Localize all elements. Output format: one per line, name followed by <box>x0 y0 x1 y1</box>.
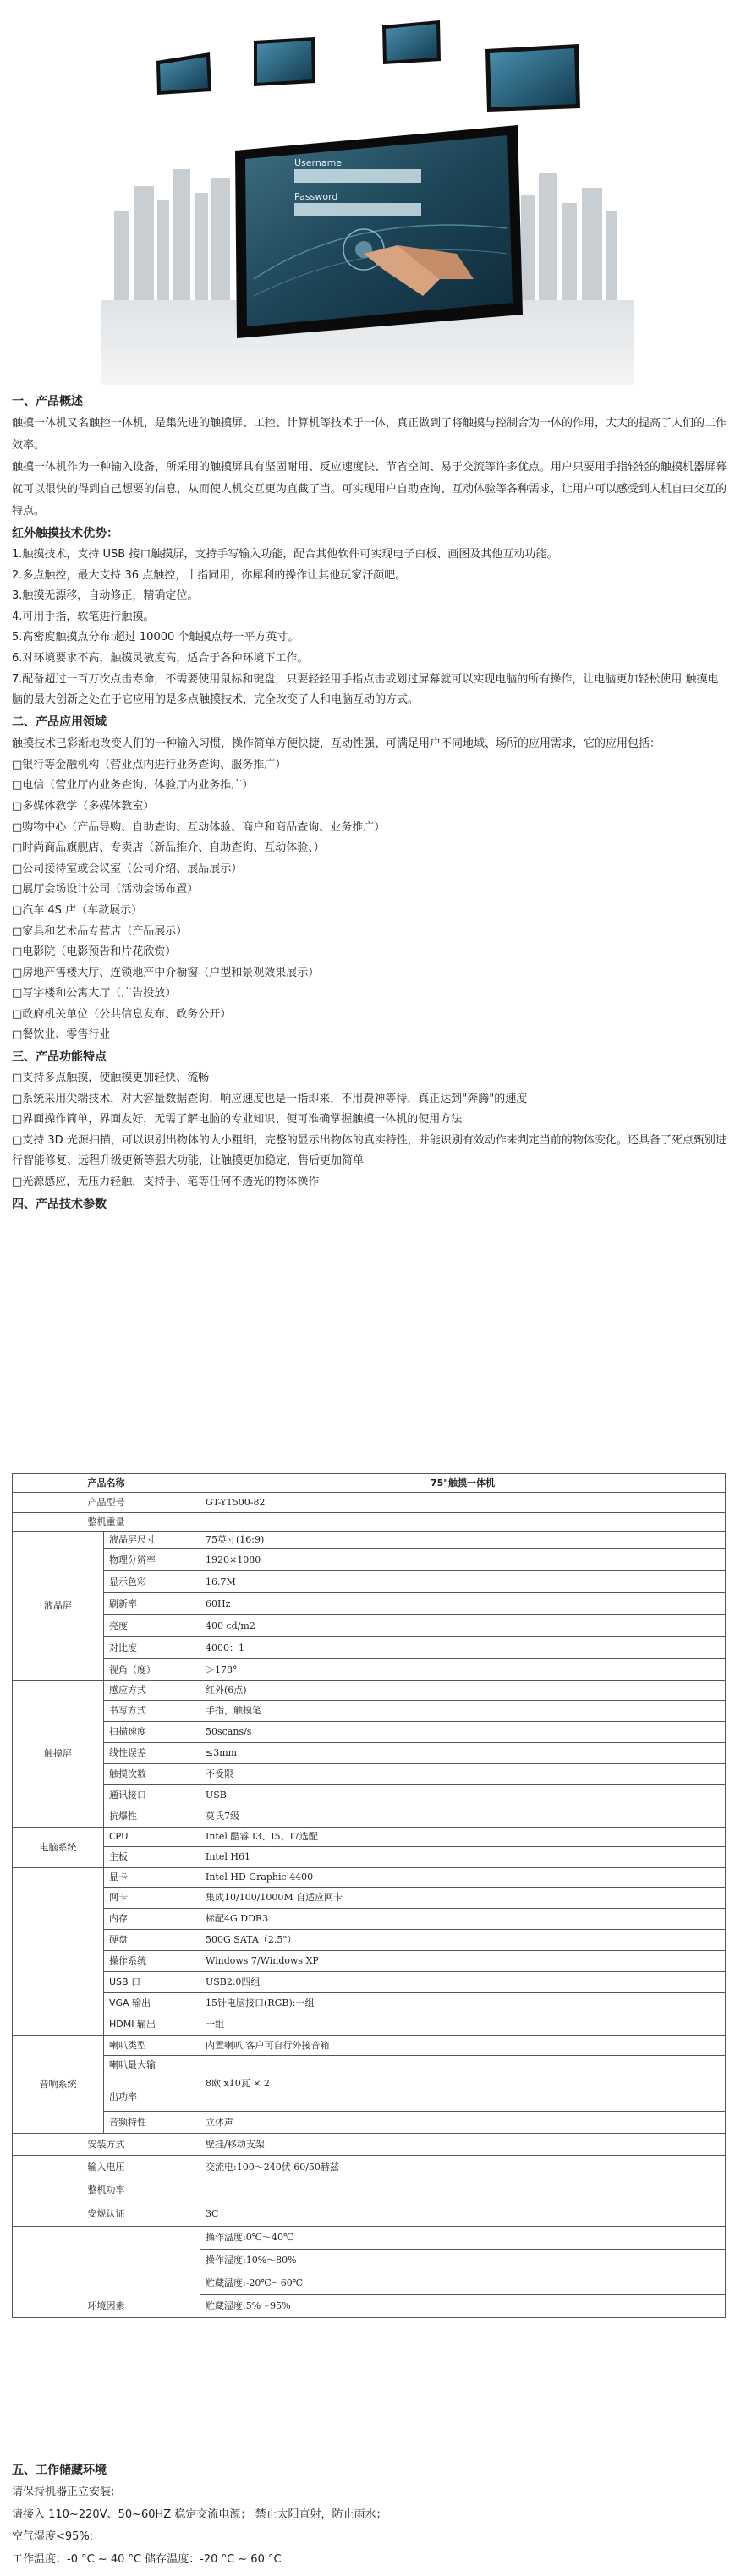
features-heading: 三、产品功能特点 <box>12 1050 107 1065</box>
floating-screen-3 <box>382 20 441 64</box>
spec-group-label: 电脑系统 <box>13 1828 104 1868</box>
table-row <box>13 2201 726 2227</box>
applications-list <box>12 755 727 1046</box>
table-row <box>13 2056 726 2112</box>
list-item: 3.触摸无漂移，自动修正，精确定位。 <box>12 589 199 603</box>
spec-header-name: 产品名称 <box>13 1474 200 1493</box>
spec-label: 通讯接口 <box>104 1785 200 1806</box>
floating-screen-2 <box>254 37 315 86</box>
spec-value: 壁挂/移动支架 <box>200 2134 726 2156</box>
table-row <box>13 1828 726 1847</box>
spec-label: 硬盘 <box>104 1930 200 1951</box>
spec-value: 60Hz <box>200 1593 726 1615</box>
table-row <box>13 1593 726 1615</box>
table-row <box>13 1972 726 1993</box>
spec-value: 400 cd/m2 <box>200 1615 726 1637</box>
list-item: □时尚商品旗舰店、专卖店（新品推介、自助查询、互动体验、） <box>12 841 325 855</box>
spec-label: 对比度 <box>104 1637 200 1659</box>
password-label: Password <box>294 191 338 202</box>
table-row <box>13 2014 726 2036</box>
spec-value <box>200 1513 726 1532</box>
storage-line: 空气湿度<95%; <box>12 2530 94 2543</box>
spec-value: 3C <box>200 2201 726 2227</box>
spec-label: 喇叭最大输 出功率 <box>104 2056 200 2112</box>
table-row <box>13 1681 726 1701</box>
list-item: □银行等金融机构（营业点内进行业务查询、服务推广） <box>12 758 287 771</box>
username-label: Username <box>294 157 343 168</box>
features-list <box>12 1068 727 1193</box>
spec-label: 网卡 <box>104 1888 200 1909</box>
spec-group-label: 音响系统 <box>13 2036 104 2134</box>
table-row <box>13 1722 726 1743</box>
table-row <box>13 2036 726 2056</box>
list-item: □房地产售楼大厅、连锁地产中介橱窗（户型和景观效果展示） <box>12 966 320 979</box>
spec-label: 主板 <box>104 1847 200 1868</box>
spec-label: 物理分辨率 <box>104 1549 200 1571</box>
spec-value: 贮藏湿度:5%～95% <box>200 2295 726 2318</box>
spec-value: 贮藏温度:-20℃～60℃ <box>200 2272 726 2295</box>
table-row <box>13 1493 726 1513</box>
touch-monitor <box>235 125 523 338</box>
table-row <box>13 2112 726 2134</box>
table-row <box>13 1637 726 1659</box>
spec-value: 莫氏7级 <box>200 1806 726 1828</box>
list-item: □多媒体教学（多媒体教室） <box>12 799 155 813</box>
spec-value: 立体声 <box>200 2112 726 2134</box>
spec-value: 75英寸(16:9) <box>200 1532 726 1549</box>
table-row <box>13 1659 726 1681</box>
spec-header-value: 75"触摸一体机 <box>200 1474 726 1493</box>
spec-value: 集成10/100/1000M 自适应网卡 <box>200 1888 726 1909</box>
list-item: □展厅会场设计公司（活动会场布置） <box>12 883 199 896</box>
overview-paragraph-1: 触摸一体机又名触控一体机，是集先进的触摸屏、工控、计算机等技术于一体，真正做到了将触摸与控制合为一体的作用，大大的提高了人们的工作效率。 <box>12 417 727 452</box>
table-row <box>13 1847 726 1868</box>
spec-label: 音频特性 <box>104 2112 200 2134</box>
spec-label: 线性误差 <box>104 1743 200 1764</box>
list-item: 6.对环境要求不高，触摸灵敏度高，适合于各种环境下工作。 <box>12 651 309 665</box>
list-item: □汽车 4S 店（车款展示） <box>12 903 143 917</box>
list-item: □支持多点触摸，使触摸更加轻快、流畅 <box>12 1072 210 1085</box>
table-row <box>13 2227 726 2250</box>
spec-label: 产品型号 <box>13 1493 200 1513</box>
table-row <box>13 1888 726 1909</box>
table-row <box>13 1930 726 1951</box>
spec-label: 扫描速度 <box>104 1722 200 1743</box>
spec-label: 内存 <box>104 1909 200 1930</box>
spec-value: GT-YT500-82 <box>200 1493 726 1513</box>
spec-label: VGA 输出 <box>104 1993 200 2014</box>
spec-value: 交流电:100～240伏 60/50赫兹 <box>200 2156 726 2179</box>
hero-banner <box>0 0 735 386</box>
spec-value: 15针电脑接口(RGB):一组 <box>200 1993 726 2014</box>
spec-table <box>12 1473 726 2318</box>
spec-value: Intel 酷睿 I3、I5、I7选配 <box>200 1828 726 1847</box>
table-row <box>13 2179 726 2201</box>
overview-paragraph-2: 触摸一体机作为一种输入设备，所采用的触摸屏具有坚固耐用、反应速度快、节省空间、易于交流等许多优点。用户只要用手指轻轻的触摸机器屏幕就可以很快的得到自己想要的信息，从而使人机交互更为直截了当。可实现用户自助查询、互动体验等各种需求，让用户可以感受到人机自由交互的特点。 <box>12 461 727 518</box>
table-row <box>13 1764 726 1785</box>
list-item: 2.多点触控，最大支持 36 点触控，十指同用，你犀利的操作让其他玩家汗颜吧。 <box>12 568 407 582</box>
spec-value: 不受限 <box>200 1764 726 1785</box>
spec-value: 一组 <box>200 2014 726 2036</box>
spec-value <box>200 2179 726 2201</box>
list-item: 7.配备超过一百万次点击寿命，不需要使用鼠标和键盘，只要轻轻用手指点击或划过屏幕就可以实现电脑的所有操作，让电脑更加轻松使用 触摸电脑的最大创新之处在于它应用的是多点触摸技术，完全改变了人和电脑互动的方式。 <box>12 672 719 707</box>
hero-illustration <box>0 0 735 386</box>
spec-label: 液晶屏尺寸 <box>104 1532 200 1549</box>
ir-features-list <box>12 545 727 711</box>
spec-value: 标配4G DDR3 <box>200 1909 726 1930</box>
table-row <box>13 1701 726 1722</box>
spec-label: 显卡 <box>104 1868 200 1888</box>
spec-label: 显示色彩 <box>104 1571 200 1593</box>
spec-label: 安装方式 <box>13 2134 200 2156</box>
table-row <box>13 1951 726 1972</box>
list-item: □支持 3D 光源扫描，可以识别出物体的大小粗细，完整的显示出物体的真实特性，并能识别有效动作来判定当前的物体变化。还具备了死点甄别进行智能修复、远程升级更新等强大功能，让触摸更加稳定，售后更加简单 <box>12 1133 727 1168</box>
table-row <box>13 1743 726 1764</box>
list-item: □餐饮业、零售行业 <box>12 1028 111 1042</box>
spec-label: 整机重量 <box>13 1513 200 1532</box>
floating-screen-4 <box>485 44 580 112</box>
spec-label: 书写方式 <box>104 1701 200 1722</box>
list-item: □政府机关单位（公共信息发布、政务公开） <box>12 1007 232 1021</box>
table-row <box>13 1785 726 1806</box>
spec-value: Windows 7/Windows XP <box>200 1951 726 1972</box>
spec-label: 安规认证 <box>13 2201 200 2227</box>
spec-group-label: 环境因素 <box>13 2227 200 2318</box>
applications-intro: 触摸技术已彩渐地改变人们的一种输入习惯，操作简单方便快捷，互动性强、可满足用户不同地域、场所的应用需求，它的应用包括： <box>12 737 661 750</box>
spec-value: 红外(6点) <box>200 1681 726 1701</box>
spec-group-label: 液晶屏 <box>13 1532 104 1681</box>
spec-value: 操作温度:0℃～40℃ <box>200 2227 726 2250</box>
spec-label: 触摸次数 <box>104 1764 200 1785</box>
article-body <box>12 391 727 1215</box>
spec-label: 亮度 <box>104 1615 200 1637</box>
storage-line: 工作温度：-0 °C ~ 40 °C 储存温度：-20 °C ~ 60 °C <box>12 2552 282 2566</box>
table-row <box>13 2134 726 2156</box>
table-row <box>13 2156 726 2179</box>
list-item: 5.高密度触摸点分布:超过 10000 个触摸点每一平方英寸。 <box>12 631 299 644</box>
list-item: □界面操作简单，界面友好，无需了解电脑的专业知识、便可准确掌握触摸一体机的使用方法 <box>12 1113 463 1126</box>
ir-features-heading: 红外触摸技术优势： <box>12 527 118 540</box>
list-item: □购物中心（产品导购、自助查询、互动体验、商户和商品查询、业务推广） <box>12 820 386 834</box>
spec-label: USB 口 <box>104 1972 200 1993</box>
table-row <box>13 1571 726 1593</box>
table-row <box>13 1909 726 1930</box>
table-row <box>13 1993 726 2014</box>
overview-heading: 一、产品概述 <box>12 395 83 408</box>
table-row <box>13 1549 726 1571</box>
spec-value: 4000：1 <box>200 1637 726 1659</box>
applications-heading: 二、产品应用领域 <box>12 715 107 729</box>
spec-label: HDMI 输出 <box>104 2014 200 2036</box>
table-row <box>13 1532 726 1549</box>
list-item: □光源感应，无压力轻触，支持手、笔等任何不透光的物体操作 <box>12 1176 320 1189</box>
spec-value: ≤3mm <box>200 1743 726 1764</box>
spec-value: USB2.0四组 <box>200 1972 726 1993</box>
list-item: □系统采用尖端技术，对大容量数据查询，响应速度也是一指即来，不用费神等待，真正达到"奔腾"的速度 <box>12 1092 528 1105</box>
list-item: 4.可用手指，软笔进行触摸。 <box>12 610 155 623</box>
spec-value: 手指，触摸笔 <box>200 1701 726 1722</box>
spec-value: 操作湿度:10%～80% <box>200 2250 726 2272</box>
list-item: □电信（营业厅内业务查询、体验厅内业务推广） <box>12 779 254 792</box>
list-item: □家具和艺术品专营店（产品展示） <box>12 924 188 938</box>
list-item: □公司接待室或会议室（公司介绍、展品展示） <box>12 862 243 875</box>
spec-label: 刷新率 <box>104 1593 200 1615</box>
spec-value: USB <box>200 1785 726 1806</box>
storage-line: 请接入 110~220V、50~60HZ 稳定交流电源； 禁止太阳直射，防止雨水； <box>12 2507 387 2521</box>
spec-label: 视角（度） <box>104 1659 200 1681</box>
table-row <box>13 1474 726 1493</box>
spec-label: 整机功率 <box>13 2179 200 2201</box>
spec-value: 500G SATA（2.5"） <box>200 1930 726 1951</box>
table-row <box>13 1615 726 1637</box>
spec-value: 8欧 x10瓦 × 2 <box>200 2056 726 2112</box>
list-item: □写字楼和公寓大厅（广告投放） <box>12 987 177 1000</box>
spec-group-label: 触摸屏 <box>13 1681 104 1828</box>
spec-value: 内置喇叭,客户可自行外接音箱 <box>200 2036 726 2056</box>
specs-heading: 四、产品技术参数 <box>12 1197 107 1211</box>
table-row <box>13 1806 726 1828</box>
table-row <box>13 1868 726 1888</box>
spec-label: 喇叭类型 <box>104 2036 200 2056</box>
spec-label: 感应方式 <box>104 1681 200 1701</box>
storage-line: 请保持机器正立安装; <box>12 2486 115 2498</box>
spec-value: 16.7M <box>200 1571 726 1593</box>
spec-value: ＞178° <box>200 1659 726 1681</box>
spec-value: Intel H61 <box>200 1847 726 1868</box>
spec-label: CPU <box>104 1828 200 1847</box>
list-item: 1.触摸技术，支持 USB 接口触摸屏，支持手写输入功能，配合其他软件可实现电子白板、画图及其他互动功能。 <box>12 548 558 561</box>
spec-value: 1920×1080 <box>200 1549 726 1571</box>
spec-label: 输入电压 <box>13 2156 200 2179</box>
floating-screen-1 <box>156 52 211 95</box>
spec-label: 操作系统 <box>104 1951 200 1972</box>
spec-value: 50scans/s <box>200 1722 726 1743</box>
storage-heading: 五、工作储藏环境 <box>12 2464 107 2477</box>
list-item: □电影院（电影预告和片花欣赏） <box>12 945 177 959</box>
spec-value: Intel HD Graphic 4400 <box>200 1868 726 1888</box>
spec-label: 抗爆性 <box>104 1806 200 1828</box>
storage-section <box>12 2459 727 2571</box>
table-row <box>13 1513 726 1532</box>
